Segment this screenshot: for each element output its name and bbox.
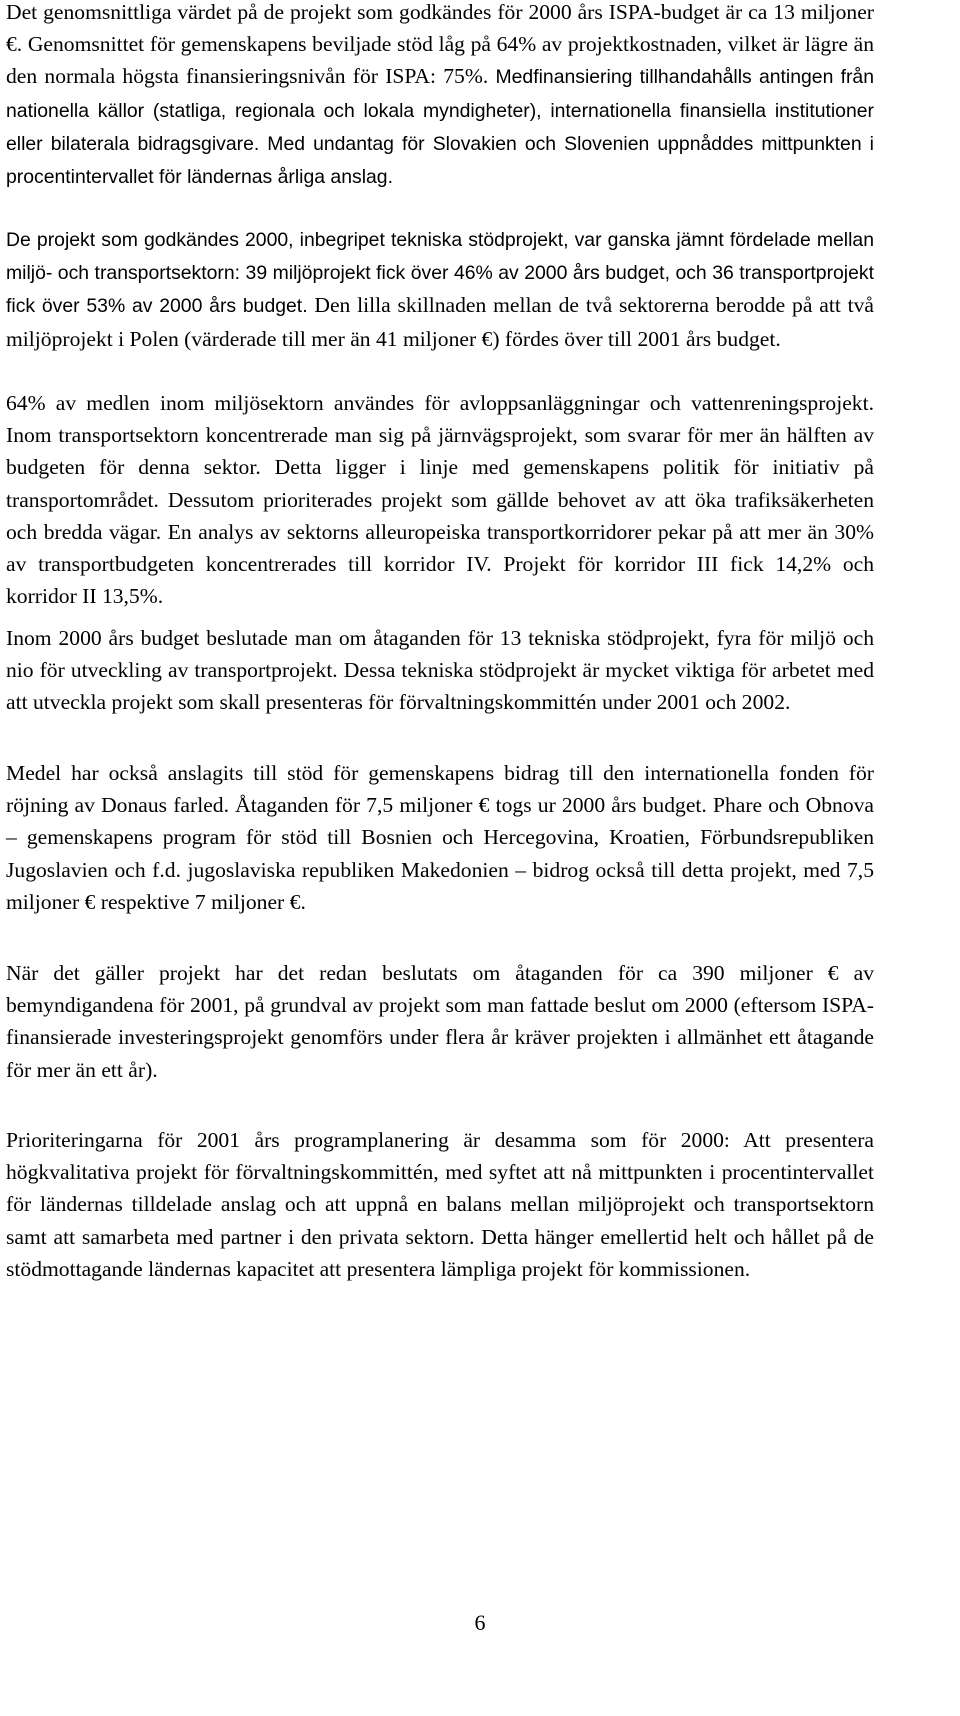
text-span: När det gäller projekt har det redan beslutats om åtaganden för ca 390 miljoner € av bemyndigandena för 2001, på grundval av projekt som man fattade beslut om 2000 (eftersom ISPA-finansierade investeringsprojekt genomförs under flera år kräver projekten i allmänhet ett åtagande för mer än ett år). [6,961,874,1082]
text-span: Inom 2000 års budget beslutade man om åtaganden för 13 tekniska stödprojekt, fyra för miljö och nio för utveckling av transportprojekt. Dessa tekniska stödprojekt är mycket viktiga för arbetet med att utveckla projekt som skall presenteras för förvaltningskommittén under 2001 och 2002. [6,626,874,715]
paragraph-sector-distribution [6,223,874,355]
paragraph-technical-assistance [6,622,874,719]
paragraph-commitments-2001 [6,957,874,1086]
text-span: De projekt som godkändes 2000, inbegripet tekniska stödprojekt, var ganska jämnt fördelade mellan miljö- och transportsektorn: 39 miljöprojekt fick över 46% av 2000 års budget, och 36 transportprojekt fick över 53% av 2000 års budget. [6,229,874,318]
paragraph-environment-transport-funds [6,387,874,612]
text-span: Prioriteringarna för 2001 års programplanering är desamma som för 2000: Att presentera högkvalitativa projekt för förvaltningskommittén, med syftet att nå mittpunkten i procentintervallet för ländernas tilldelade anslag och att uppnå en balans mellan miljöprojekt och transportsektorn samt att samarbeta med partner i den privata sektorn. Detta hänger emellertid helt och hållet på de stödmottagande ländernas kapacitet att presentera lämpliga projekt för kommissionen. [6,1128,874,1281]
paragraph-priorities-2001 [6,1124,874,1285]
text-span: Den lilla skillnaden mellan de två sektorerna berodde på att två miljöprojekt i Polen (värderade till mer än 41 miljoner €) fördes över till 2001 års budget. [6,293,874,351]
paragraph-average-project-value [6,0,874,193]
paragraph-danube-clearance [6,757,874,918]
page-number: 6 [474,1610,486,1635]
text-span: 64% av medlen inom miljösektorn användes för avloppsanläggningar och vattenreningsprojekt. Inom transportsektorn koncentrerade man sig på järnvägsprojekt, som svarar för mer än hälften av budgeten för denna sektor. Detta ligger i linje med gemenskapens politik för initiativ på transportområdet. Dessutom prioriterades projekt som gällde behovet av att öka trafiksäkerheten och bredda vägar. En analys av sektorns alleuropeiska transportkorridorer pekar på att mer än 30% av transportbudgeten koncentrerades till korridor IV. Projekt för korridor III fick 14,2% och korridor II 13,5%. [6,391,874,609]
text-span: Medel har också anslagits till stöd för gemenskapens bidrag till den internationella fonden för röjning av Donaus farled. Åtaganden för 7,5 miljoner € togs ur 2000 års budget. Phare och Obnova – gemenskapens program för stöd till Bosnien och Hercegovina, Kroatien, Förbundsrepubliken Jugoslavien och f.d. jugoslaviska republiken Makedonien – bidrog också till detta projekt, med 7,5 miljoner € respektive 7 miljoner €. [6,761,874,914]
text-span: Det genomsnittliga värdet på de projekt som godkändes för 2000 års ISPA-budget är ca 13 miljoner €. Genomsnittet för gemenskapens beviljade stöd låg på 64% av projektkostnaden, vilket är lägre än den normala högsta finansieringsnivån för ISPA: 75%. [6,0,874,89]
text-span: Medfinansiering tillhandahålls antingen från nationella källor (statliga, regionala och lokala myndigheter), internationella finansiella institutioner eller bilaterala bidragsgivare. Med undantag för Slovakien och Slovenien uppnåddes mittpunkten i procentintervallet för ländernas årliga anslag. [6,66,875,189]
